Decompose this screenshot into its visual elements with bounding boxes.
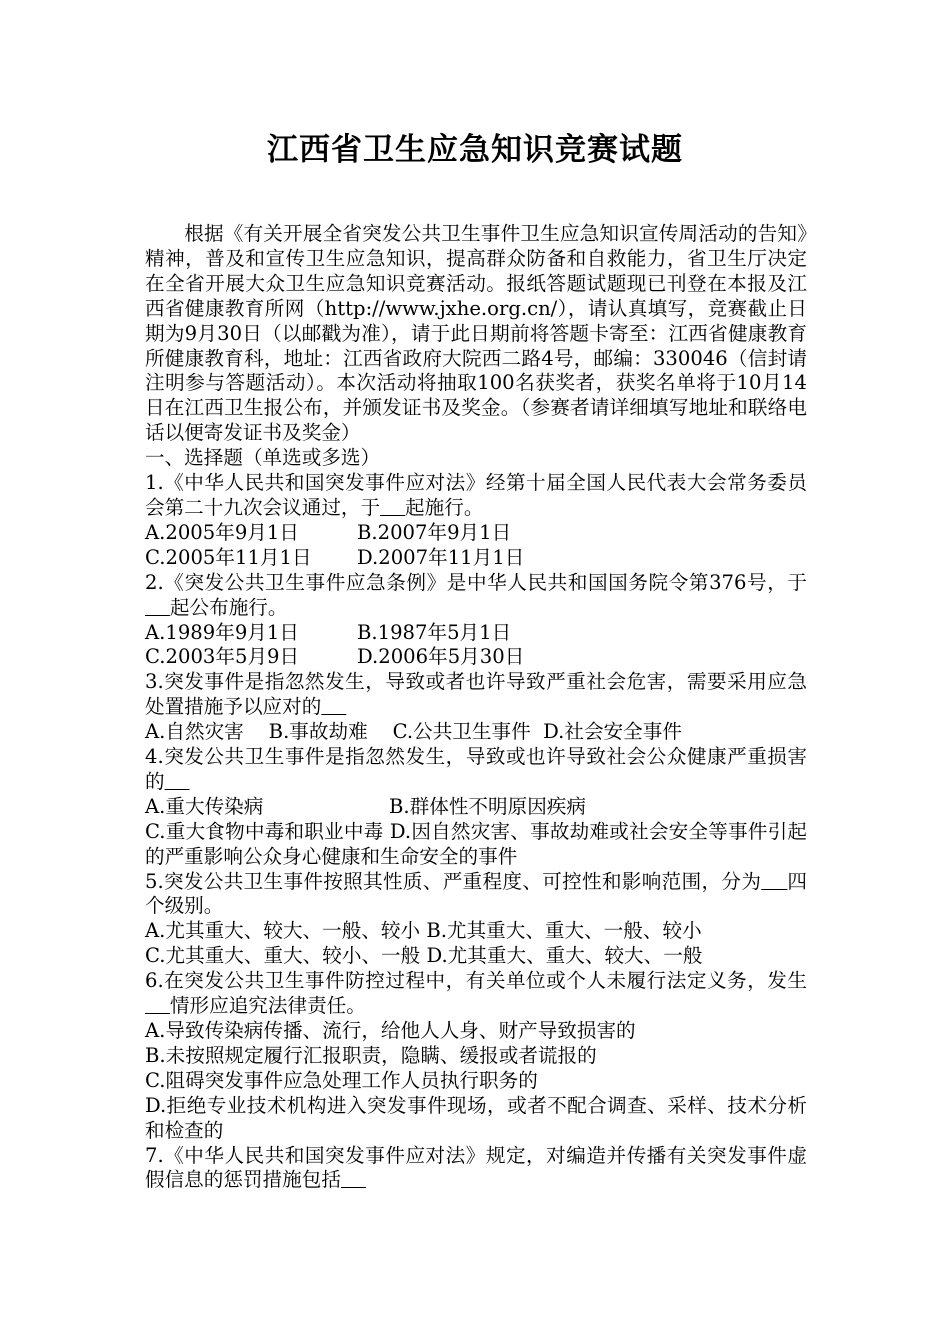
question-5-stem: [145, 870, 807, 920]
question-6-stem-end: 情形应追究法律责任。: [169, 994, 366, 1018]
question-7-stem: [145, 1144, 807, 1194]
answer-blank: [341, 1168, 366, 1191]
question-5-stem-end: 四个级别。: [145, 869, 807, 918]
question-6-option-d: D.拒绝专业技术机构进入突发事件现场，或者不配合调查、采样、技术分析和检查的: [145, 1093, 807, 1142]
document-body: [145, 222, 807, 1193]
question-7-stem-text: 7.《中华人民共和国突发事件应对法》规定，对编造并传播有关突发事件虚假信息的惩罚措施包括: [145, 1143, 807, 1192]
answer-blank: [321, 695, 346, 718]
question-6-option-b: B.未按照规定履行汇报职责，隐瞒、缓报或者谎报的: [145, 1043, 597, 1067]
question-3-options: A.自然灾害 B.事故劫难 C.公共卫生事件 D.社会安全事件: [145, 720, 682, 744]
document-title: 江西省卫生应急知识竞赛试题: [267, 132, 683, 168]
answer-blank: [145, 994, 170, 1017]
question-5-stem-text: 5.突发公共卫生事件按照其性质、严重程度、可控性和影响范围，分为: [145, 869, 762, 893]
question-1-stem: [145, 471, 807, 521]
question-4-options-row-2: C.重大食物中毒和职业中毒 D.因自然灾害、事故劫难或社会安全等事件引起的严重影响公众身心健康和生命安全的事件: [145, 819, 807, 868]
question-6-stem: [145, 969, 807, 1019]
section-heading: 一、选择题（单选或多选）: [145, 446, 381, 470]
question-4-options-row-1: [145, 795, 807, 820]
question-2-option-c: C.2003年5月9日: [145, 645, 300, 669]
question-2-option-a: A.1989年9月1日: [145, 620, 299, 644]
question-4-option-a: A.重大传染病: [145, 794, 264, 818]
answer-blank: [145, 596, 170, 619]
question-3-stem: [145, 670, 807, 720]
answer-blank: [761, 870, 787, 893]
question-2-options-row-1: [145, 621, 807, 646]
intro-paragraph: 根据《有关开展全省突发公共卫生事件卫生应急知识宣传周活动的告知》精神，普及和宣传卫生应急知识，提高群众防备和自救能力，省卫生厅决定在全省开展大众卫生应急知识竞赛活动。报纸答题试题现已刊登在本报及江西省健康教育所网（http://www.jxhe.org.cn/），请认真填写，竞赛截止日期为9月30日（以邮戳为准），请于此日期前将答题卡寄至：江西省健康教育所健康教育科，地址：江西省政府大院西二路4号，邮编：330046（信封请注明参与答题活动）。本次活动将抽取100名获奖者，获奖名单将于10月14日在江西卫生报公布，并颁发证书及奖金。（参赛者请详细填写地址和联络电话以便寄发证书及奖金）: [145, 222, 807, 445]
question-6-option-a: A.导致传染病传播、流行，给他人人身、财产导致损害的: [145, 1019, 636, 1042]
question-6-option-c: C.阻碍突发事件应急处理工作人员执行职务的: [145, 1068, 538, 1092]
question-2-options-row-2: [145, 645, 807, 670]
question-4-stem-text: 4.突发公共卫生事件是指忽然发生，导致或也许导致社会公众健康严重损害的: [145, 745, 807, 793]
question-1-options-row-2: [145, 546, 807, 571]
question-2-option-b: B.1987年5月1日: [357, 620, 512, 644]
answer-blank: [165, 770, 190, 793]
question-1-option-b: B.2007年9月1日: [357, 520, 512, 544]
question-1-stem-end: 起施行。: [405, 495, 484, 519]
question-1-options-row-1: [145, 521, 807, 546]
question-2-stem: [145, 571, 807, 621]
question-2-option-d: D.2006年5月30日: [357, 645, 525, 669]
question-1-option-c: C.2005年11月1日: [145, 545, 312, 569]
question-4-stem: [145, 745, 807, 795]
question-3-stem-text: 3.突发事件是指忽然发生，导致或者也许导致严重社会危害，需要采用应急处置措施予以应对的: [145, 670, 807, 719]
question-5-options-row-1: A.尤其重大、较大、一般、较小 B.尤其重大、重大、一般、较小: [145, 919, 702, 943]
question-1-option-d: D.2007年11月1日: [357, 545, 525, 569]
question-5-options-row-2: C.尤其重大、重大、较小、一般 D.尤其重大、重大、较大、一般: [145, 944, 703, 968]
question-1-stem-text: 1.《中华人民共和国突发事件应对法》经第十届全国人民代表大会常务委员会第二十九次会议通过，于: [145, 471, 807, 519]
question-2-stem-text: 2.《突发公共卫生事件应急条例》是中华人民共和国国务院令第376号，于: [145, 570, 807, 594]
question-2-stem-end: 起公布施行。: [169, 595, 288, 619]
question-1-option-a: A.2005年9月1日: [145, 520, 299, 544]
question-6-stem-text: 6.在突发公共卫生事件防控过程中，有关单位或个人未履行法定义务，发生: [145, 969, 807, 993]
question-4-option-b: B.群体性不明原因疾病: [389, 794, 586, 818]
answer-blank: [380, 496, 405, 519]
